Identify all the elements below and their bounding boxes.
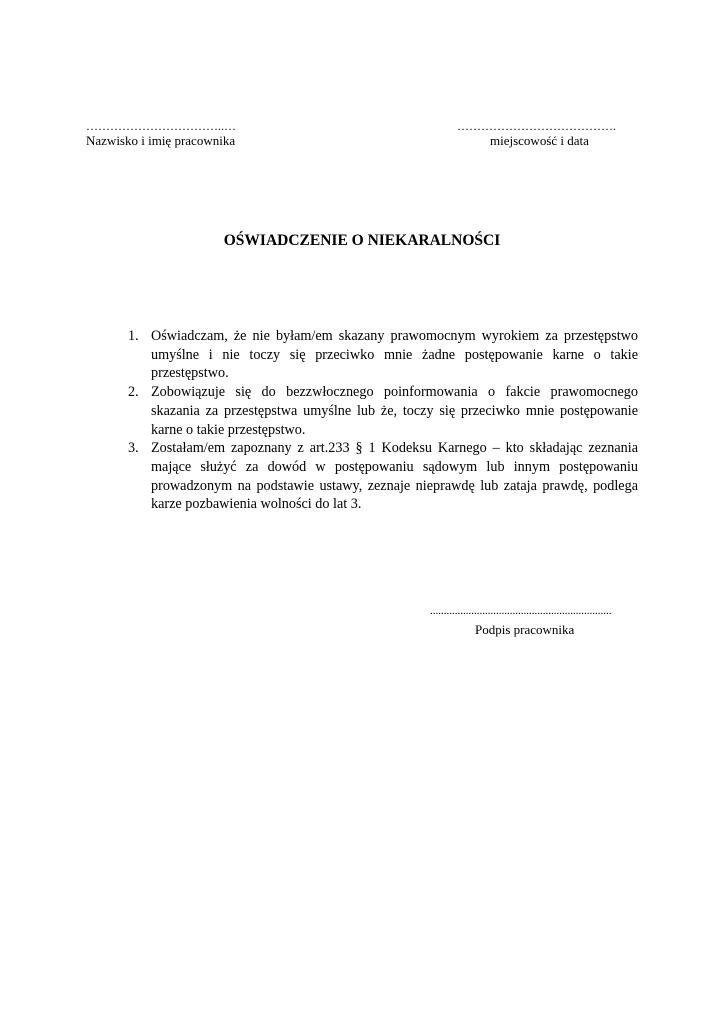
statement-number: 1. (128, 328, 139, 344)
place-date-dotted-line: …………………………………. (457, 119, 616, 133)
employee-name-label: Nazwisko i imię pracownika (86, 133, 236, 148)
document-title: OŚWIADCZENIE O NIEKARALNOŚCI (223, 232, 501, 249)
statement-item (120, 383, 638, 439)
signature-dotted-line: .................................................................. (430, 605, 612, 617)
statement-text: Zobowiązuje się do bezzwłocznego poinformowania o fakcie prawomocnego skazania za przestępstwa umyślne lub że, toczy się przeciwko mnie postępowanie karne o takie przestępstwo. (151, 384, 638, 438)
employee-name-dotted-line: ……………………………..… (86, 119, 236, 133)
statement-text: Zostałam/em zapoznany z art.233 § 1 Kodeksu Karnego – kto składając zeznania mające służyć za dowód w postępowaniu sądowym lub innym postępowaniu prowadzonym na podstawie ustawy, zeznaje nieprawdę lub zataja prawdę, podlega karze pozbawienia wolności do lat 3. (151, 440, 638, 513)
statement-list (120, 327, 638, 514)
statement-number: 3. (128, 440, 139, 457)
place-date-label: miejscowość i data (490, 133, 589, 148)
statement-item (120, 439, 638, 514)
signature-label: Podpis pracownika (475, 622, 575, 637)
statement-text: Oświadczam, że nie byłam/em skazany prawomocnym wyrokiem za przestępstwo umyślne i nie toczy się przeciwko mnie żadne postępowanie karne o takie przestępstwo. (151, 328, 638, 382)
statement-number: 2. (128, 384, 139, 401)
statement-item (120, 327, 638, 383)
